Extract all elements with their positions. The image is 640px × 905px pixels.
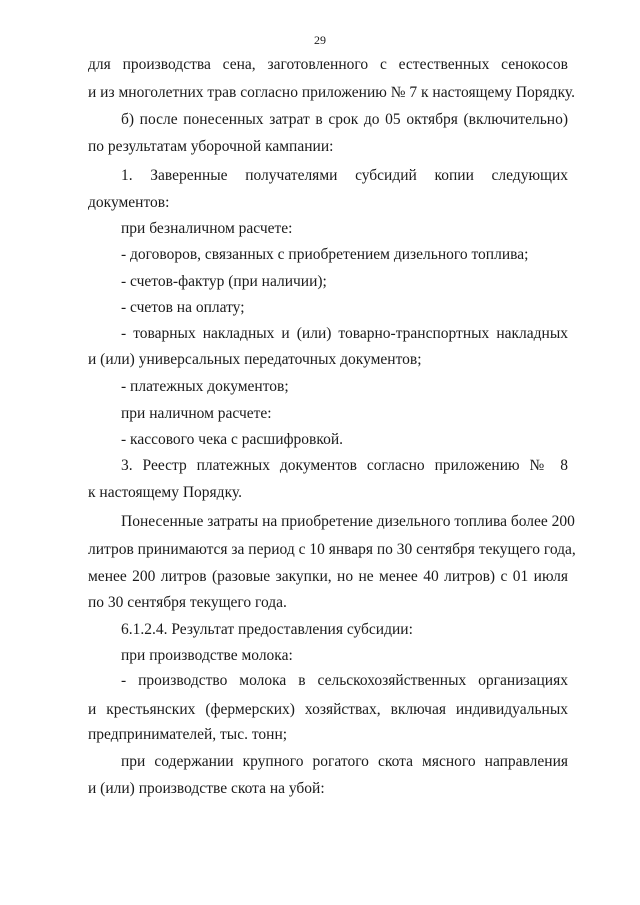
- text-line: по 30 сентября текущего года.: [88, 594, 287, 611]
- text-line: - платежных документов;: [121, 378, 289, 395]
- text-line: к настоящему Порядку.: [88, 484, 242, 501]
- text-line: и (или) производстве скота на убой:: [88, 780, 325, 797]
- text-line: Понесенные затраты на приобретение дизельного топлива более 200: [121, 513, 575, 530]
- text-line: - кассового чека с расшифровкой.: [121, 431, 344, 448]
- text-line: при содержании крупного рогатого скота мясного направления: [121, 753, 568, 770]
- text-line: при производстве молока:: [121, 647, 293, 664]
- text-line: - договоров, связанных с приобретением дизельного топлива;: [121, 246, 529, 263]
- text-line: - производство молока в сельскохозяйственных организациях: [121, 672, 568, 689]
- text-line: - счетов на оплату;: [121, 299, 245, 316]
- text-line: при наличном расчете:: [121, 405, 272, 422]
- text-line: документов:: [88, 194, 170, 211]
- section-heading: 6.1.2.4. Результат предоставления субсидии:: [121, 621, 413, 638]
- text-line: и (или) универсальных передаточных документов;: [88, 351, 422, 368]
- text-line: 1. Заверенные получателями субсидий копии следующих: [121, 167, 568, 184]
- text-line: - счетов-фактур (при наличии);: [121, 273, 327, 290]
- text-line: предпринимателей, тыс. тонн;: [88, 726, 288, 743]
- text-line: б) после понесенных затрат в срок до 05 октября (включительно): [121, 111, 568, 128]
- text-line: - товарных накладных и (или) товарно-транспортных накладных: [121, 325, 568, 342]
- text-line: при безналичном расчете:: [121, 220, 293, 237]
- page-number: 29: [314, 33, 326, 47]
- text-line: для производства сена, заготовленного с естественных сенокосов: [88, 56, 568, 73]
- text-line: и крестьянских (фермерских) хозяйствах, включая индивидуальных: [88, 701, 568, 718]
- text-line: и из многолетних трав согласно приложению № 7 к настоящему Порядку.: [88, 84, 575, 101]
- text-line: менее 200 литров (разовые закупки, но не менее 40 литров) с 01 июля: [88, 568, 568, 585]
- text-line: литров принимаются за период с 10 января по 30 сентября текущего года,: [88, 541, 576, 558]
- text-line: по результатам уборочной кампании:: [88, 138, 334, 155]
- text-line: 3. Реестр платежных документов согласно приложению № 8: [121, 457, 568, 474]
